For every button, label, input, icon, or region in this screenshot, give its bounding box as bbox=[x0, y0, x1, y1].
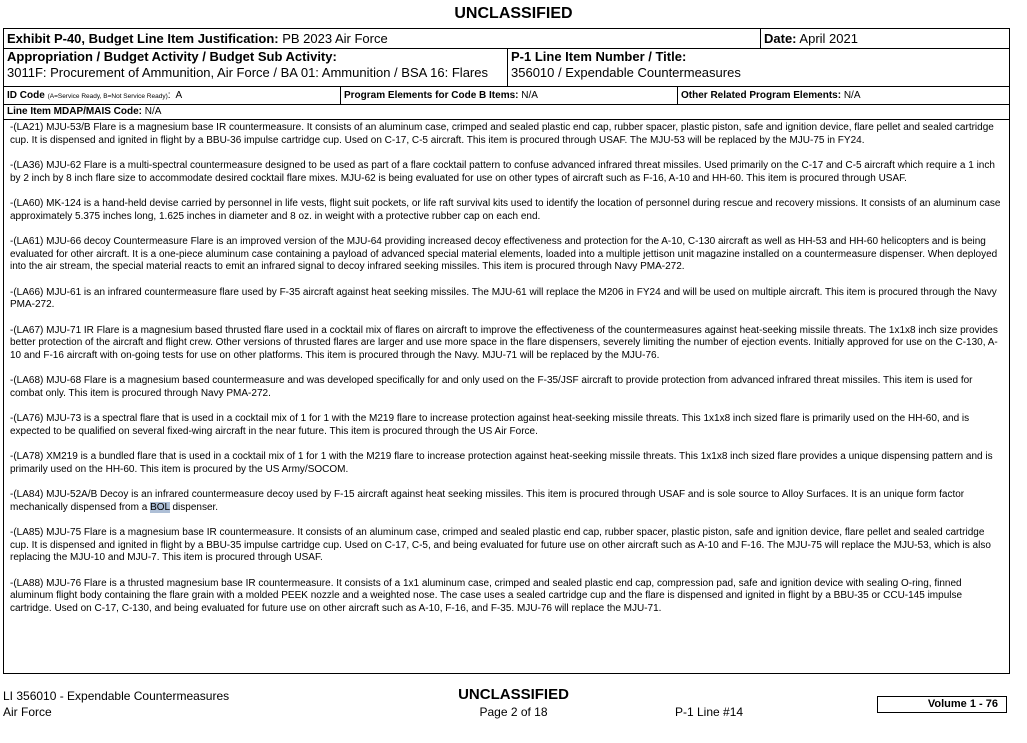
appropriation-value: 3011F: Procurement of Ammunition, Air Force / BA 01: Ammunition / BSA 16: Flares bbox=[7, 65, 488, 80]
date-value: April 2021 bbox=[799, 31, 858, 46]
p1-title-label: P-1 Line Item Number / Title: bbox=[511, 49, 687, 64]
paragraph-la88: -(LA88) MJU-76 Flare is a thrusted magnesium base IR countermeasure. It consists of a 1x1 aluminum case, crimped and sealed plastic end cap, compression pad, safe and ignition device with sealing O-ring, finned aluminum flight body containing the flare grain with a molded PEEK nozzle and a weighted nose. The case uses a sealed cartridge cup and the flare is dispensed and ignited in flight by a BBU-35 or CCU-145 impulse cartridge. Used on C-17, C-130, and being evaluated for future use on other aircraft such as A-10, F-16, and F-35. MJU-76 will replace the MJU-71. bbox=[10, 577, 963, 614]
exhibit-frame bbox=[3, 28, 1010, 674]
selected-text-highlight[interactable]: BOL bbox=[150, 501, 170, 513]
page-number: Page 2 of 18 bbox=[479, 705, 548, 719]
date-label: Date: bbox=[764, 31, 797, 46]
paragraph-la61: -(LA61) MJU-66 decoy Countermeasure Flare is an improved version of the MJU-64 providing increased decoy effectiveness and protection for the A-10, C-130 aircraft as well as HH-53 and HH-60 helicopters and is being evaluated for other aircraft. It is a one-piece aluminum case containing a payload of advanced special material elements, loaded into a multiple jettison unit magazine installed on a countermeasure dispenser. When deployed into the air stream, the special material reacts to emit an infrared signal to decoy infrared seeking missiles. This item is procured through Navy PMA-272. bbox=[10, 235, 998, 273]
footer-line-item: LI 356010 - Expendable Countermeasures bbox=[3, 689, 230, 703]
appropriation-label: Appropriation / Budget Activity / Budget Sub Activity: bbox=[7, 49, 337, 64]
paragraph-la36: -(LA36) MJU-62 Flare is a multi-spectral countermeasure designed to be used as part of a flare cocktail pattern to confuse advanced infrared threat missiles. Used primarily on the C-17 and C-5 aircraft which require a 1 inch by 2 inch by 8 inch flare size to accommodate desired cocktail flare mixes. MJU-62 is being evaluated for use on other types of aircraft such as F-16, A-10 and HH-60. This item is procured through USAF. bbox=[10, 159, 995, 184]
id-code-note: (A=Service Ready, B=Not Service Ready) bbox=[47, 93, 168, 100]
other-programs-label: Other Related Program Elements: bbox=[681, 90, 842, 101]
exhibit-header-row bbox=[4, 29, 1009, 49]
paragraph-la76: -(LA76) MJU-73 is a spectral flare that is used in a cocktail mix of 1 for 1 with the M219 flare to increase protection against heat-seeking missile threats. This 1x1x8 inch sized flare is primarily used on the HH-60, and is expected to be qualified on several fixed-wing aircraft in the near future. This item is procured through the US Air Force. bbox=[10, 413, 970, 437]
paragraph-la84-text: -(LA84) MJU-52A/B Decoy is an infrared countermeasure decoy used by F-15 aircraft against heat seeking missiles. This item is procured through USAF and is sole source to Alloy Surfaces. It is an unique form factor mechanically dispensed from a bbox=[10, 489, 965, 513]
justification-body bbox=[10, 122, 1004, 628]
exhibit-value: PB 2023 Air Force bbox=[282, 31, 388, 46]
classification-banner-bottom: UNCLASSIFIED bbox=[458, 686, 569, 703]
mdap-label: Line Item MDAP/MAIS Code: bbox=[7, 106, 143, 117]
paragraph-la84-tail: dispenser. bbox=[169, 501, 219, 513]
appropriation-row bbox=[4, 49, 1009, 87]
paragraph-la67: -(LA67) MJU-71 IR Flare is a magnesium based thrusted flare used in a cocktail mix of flares on aircraft to improve the effectiveness of the countermeasures against heat-seeking missile threats. The 1x1x8 inch size provides better protection of the aircraft and flight crew. Other versions of thrusted flares are larger and use more space in the flare dispensers, severely limiting the number of ejection events. Initially approved for use on the C-130, A-10 and F-16 aircraft with on-going tests for use on other platforms. This item is procured through the Navy. MJU-71 will be replaced by the MJU-76. bbox=[10, 324, 998, 361]
program-elements-label: Program Elements for Code B Items: bbox=[344, 90, 519, 101]
classification-banner-top: UNCLASSIFIED bbox=[454, 5, 573, 22]
paragraph-la60: -(LA60) MK-124 is a hand-held devise carried by personnel in life vests, flight suit pockets, or life raft survival kits used to identify the location of personnel during rescue and recovery missions. It consists of an aluminum case approximately 5.375 inches long, 1.625 inches in diameter and 8 oz. in weight with a protective rubber cap on each end. bbox=[10, 197, 1001, 222]
exhibit-label: Exhibit P-40, Budget Line Item Justification: bbox=[7, 31, 279, 46]
footer-p1-line: P-1 Line #14 bbox=[675, 705, 744, 719]
footer-service: Air Force bbox=[3, 705, 52, 719]
paragraph-la85: -(LA85) MJU-75 Flare is a magnesium base IR countermeasure. It consists of an aluminum case, crimped and sealed plastic end cap, rubber spacer, plastic piston, safe and ignition device, flare pellet and sealed cartridge cup. It is dispensed and ignited in flight by a BBU-35 impulse cartridge cup. Used on C-17, C-5, and being evaluated for future use on other aircraft such as A-10 and F-16. The MJU-75 will replace the MJU-53, which is also replacing the MJU-10 and MJU-7. This item is procured through USAF. bbox=[10, 527, 991, 564]
mdap-row bbox=[4, 105, 1009, 120]
volume-box: Volume 1 - 76 bbox=[877, 696, 1007, 713]
p1-title-value: 356010 / Expendable Countermeasures bbox=[511, 65, 741, 80]
paragraph-la68: -(LA68) MJU-68 Flare is a magnesium based countermeasure and was developed specifically for and only used on the F-35/JSF aircraft to provide protection from advanced infrared threat missiles. This item is used for combat only. This item is procured through Navy PMA-272. bbox=[10, 375, 973, 399]
paragraph-la21: -(LA21) MJU-53/B Flare is a magnesium base IR countermeasure. It consists of an aluminum case, crimped and sealed plastic end cap, rubber spacer, plastic piston, safe and ignition device, flare pellet and sealed cartridge cup. It is dispensed and ignited in flight by a BBU-36 impulse cartridge cup. Used on C-17, C-5 aircraft. This item is procured through USAF. The MJU-53 will be replaced by the MJU-75 in FY24. bbox=[10, 122, 994, 146]
mdap-value: N/A bbox=[144, 106, 162, 117]
paragraph-la66: -(LA66) MJU-61 is an infrared countermeasure flare used by F-35 aircraft against heat seeking missiles. The MJU-61 will replace the M206 in FY24 and will be used on multiple aircraft. This item is procured through the Navy PMA-272. bbox=[10, 286, 997, 311]
program-elements-value: N/A bbox=[521, 90, 538, 101]
paragraph-la84 bbox=[10, 489, 1004, 514]
id-code-label: ID Code bbox=[7, 90, 45, 101]
paragraph-la78: -(LA78) XM219 is a bundled flare that is used in a cocktail mix of 1 for 1 with the M219 flare to increase protection against heat-seeking missile threats. This 1x1x8 inch sized flare provides a unique dispensing pattern and is primarily used on the HH-60. This item is procured by the US Army/SOCOM. bbox=[10, 451, 993, 475]
codes-row: ID Code (A=Service Ready, B=Not Service Ready): A Program Elements for Code B Items: N/A Other Related Program Elements: N/A bbox=[4, 87, 1009, 105]
id-code-value: A bbox=[175, 90, 183, 101]
other-programs-value: N/A bbox=[843, 90, 861, 101]
